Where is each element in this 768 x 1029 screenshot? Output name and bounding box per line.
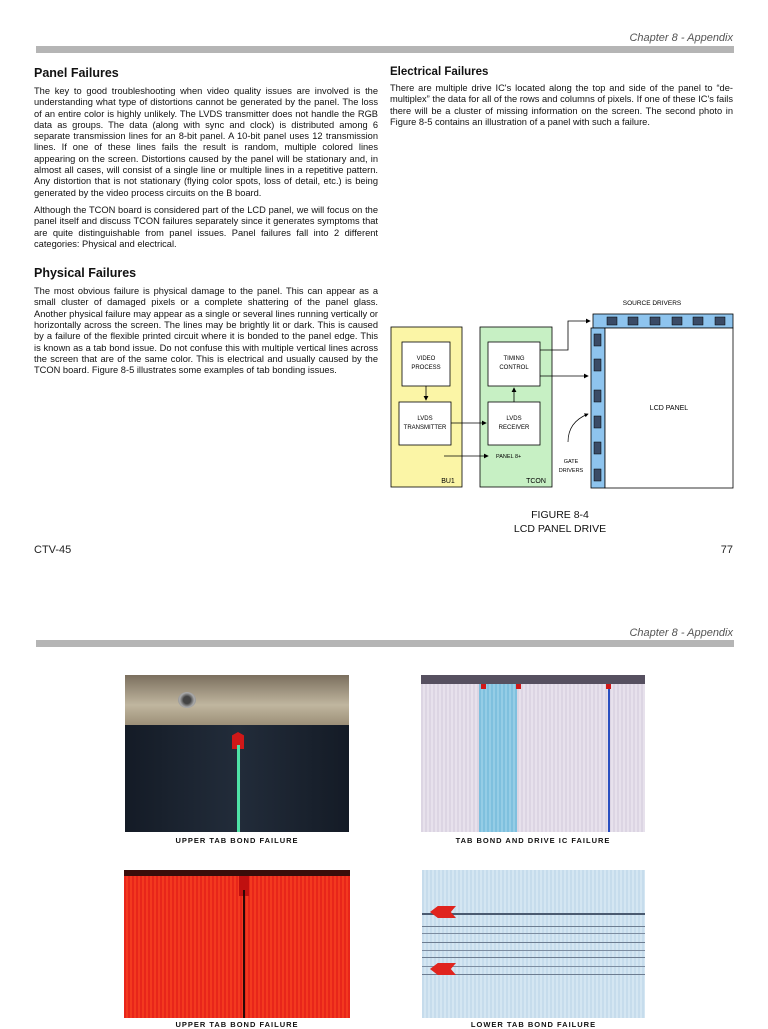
electrical-failures-paragraph: There are multiple drive IC's located along the top and side of the panel to “de-multiplex” the data for all of the rows and columns of pixels. If one of these IC's fails there will be a cluster of missing information on the screen. The second photo in Figure 8-5 contains an illustration of a panel with such a failure. <box>390 83 733 127</box>
panel-failures-paragraph-1: The key to good troubleshooting when video quality issues are involved is the understanding what type of distortions cannot be generated by the panel. The loss of an entire color is highly unlikely. The LVDS transmitter does not handle the RGB data as groups. The data (along with sync and clock) is distributed among 6 separate transmission lines for an 8-bit panel. A 10-bit panel uses 12 transmission lines. If one of these lines fails the result is random, multiple colored lines appearing on the screen. Distortions caused by the panel will be stationary and, in almost all cases, will consist of a single line or multiple lines in a repetitive pattern. Any distortion that is not stationary (flying color spots, loss of detail, etc.) is being generated by the video process circuits on the B board. <box>34 86 378 198</box>
photo-tab-bond-and-drive-ic-failure <box>421 675 645 832</box>
red-marker-icon <box>606 684 611 689</box>
timing-control-label-2: CONTROL <box>499 365 529 371</box>
top-bezel <box>421 675 645 684</box>
panel-failures-heading: Panel Failures <box>34 66 119 80</box>
chapter-header: Chapter 8 - Appendix <box>629 32 733 44</box>
figure-number: FIGURE 8-4 <box>531 509 589 521</box>
physical-failures-paragraph: The most obvious failure is physical damage to the panel. This can appear as a small cluster of damaged pixels or a complete shattering of the panel glass. Another physical failure may appear as a single or several lines running vertically or horizontally across the screen. The lines may be brightly lit or dark. This is caused by a failure of the flexible printed circuit where it is bonded to the panel edge. This is known as a tab bond issue. Do not confuse this with multiple vertical lines across the screen that are of the same color. This is electrical and usually caused by the TCON board. Figure 8-5 illustrates some examples of tab bonding issues. <box>34 286 378 376</box>
right-column <box>390 66 733 128</box>
photo-caption-1: UPPER TAB BOND FAILURE <box>175 836 299 845</box>
video-process-label-2: PROCESS <box>411 365 441 371</box>
timing-control-label-1: TIMING <box>503 356 525 362</box>
lvds-receiver-box <box>488 402 540 445</box>
lvds-receiver-label-2: RECEIVER <box>498 425 530 431</box>
horizontal-line <box>422 966 645 967</box>
lvds-transmitter-box <box>399 402 451 445</box>
footer-left: CTV-45 <box>34 544 72 556</box>
green-line <box>237 745 240 832</box>
left-column <box>34 66 378 377</box>
tcon-label: TCON <box>526 478 546 485</box>
panel-failures-paragraph-2: Although the TCON board is considered part of the LCD panel, we will focus on the panel itself and discuss TCON failures separately since it generates symptoms that are quite distinguishable from panel issues. Panel failures fall into 2 different categories: Physical and electrical. <box>34 204 378 249</box>
source-drivers-label: SOURCE DRIVERS <box>622 300 682 307</box>
red-marker-icon <box>516 684 521 689</box>
lvds-receiver-label-1: LVDS <box>506 416 522 422</box>
blue-line <box>608 684 610 832</box>
horizontal-line <box>422 926 645 927</box>
photo-caption-3: UPPER TAB BOND FAILURE <box>175 1020 299 1029</box>
screw-icon <box>178 692 196 708</box>
gate-drivers-label-2: DRIVERS <box>558 468 584 474</box>
gate-driver-strip <box>591 328 605 488</box>
horizontal-line <box>422 957 645 958</box>
timing-control-box <box>488 342 540 386</box>
bu1-label: BU1 <box>441 478 455 485</box>
figure-title: LCD PANEL DRIVE <box>513 523 607 535</box>
page-number: 77 <box>720 544 733 556</box>
photo-caption-2: TAB BOND AND DRIVE IC FAILURE <box>455 836 611 845</box>
video-process-box <box>402 342 450 386</box>
chapter-header-page2: Chapter 8 - Appendix <box>629 627 733 639</box>
panel-8plus-label: PANEL 8+ <box>496 454 522 460</box>
header-rule <box>36 46 734 53</box>
red-arrow-icon <box>430 906 456 918</box>
top-bezel <box>124 870 350 876</box>
lvds-transmitter-label-2: TRANSMITTER <box>403 425 447 431</box>
photo-lower-tab-bond-failure <box>422 870 645 1018</box>
lcd-panel-drive-diagram <box>388 292 738 494</box>
horizontal-line <box>422 942 645 943</box>
red-marker-icon <box>481 684 486 689</box>
dark-line <box>243 890 245 1018</box>
lvds-transmitter-label-1: LVDS <box>417 416 433 422</box>
gate-drivers-label-1: GATE <box>563 459 579 465</box>
horizontal-line <box>422 933 645 934</box>
bezel <box>125 675 349 725</box>
blue-band <box>479 684 517 832</box>
figure-caption <box>470 508 650 536</box>
electrical-failures-heading: Electrical Failures <box>390 66 489 78</box>
horizontal-line <box>422 950 645 951</box>
header-rule-page2 <box>36 640 734 647</box>
lcd-panel-label: LCD PANEL <box>649 405 689 412</box>
photo-upper-tab-bond-failure-red <box>124 870 350 1018</box>
photo-caption-4: LOWER TAB BOND FAILURE <box>470 1020 597 1029</box>
video-process-label-1: VIDEO <box>416 356 436 362</box>
photo-upper-tab-bond-failure <box>125 675 349 832</box>
physical-failures-heading: Physical Failures <box>34 266 137 281</box>
horizontal-line <box>422 913 645 915</box>
